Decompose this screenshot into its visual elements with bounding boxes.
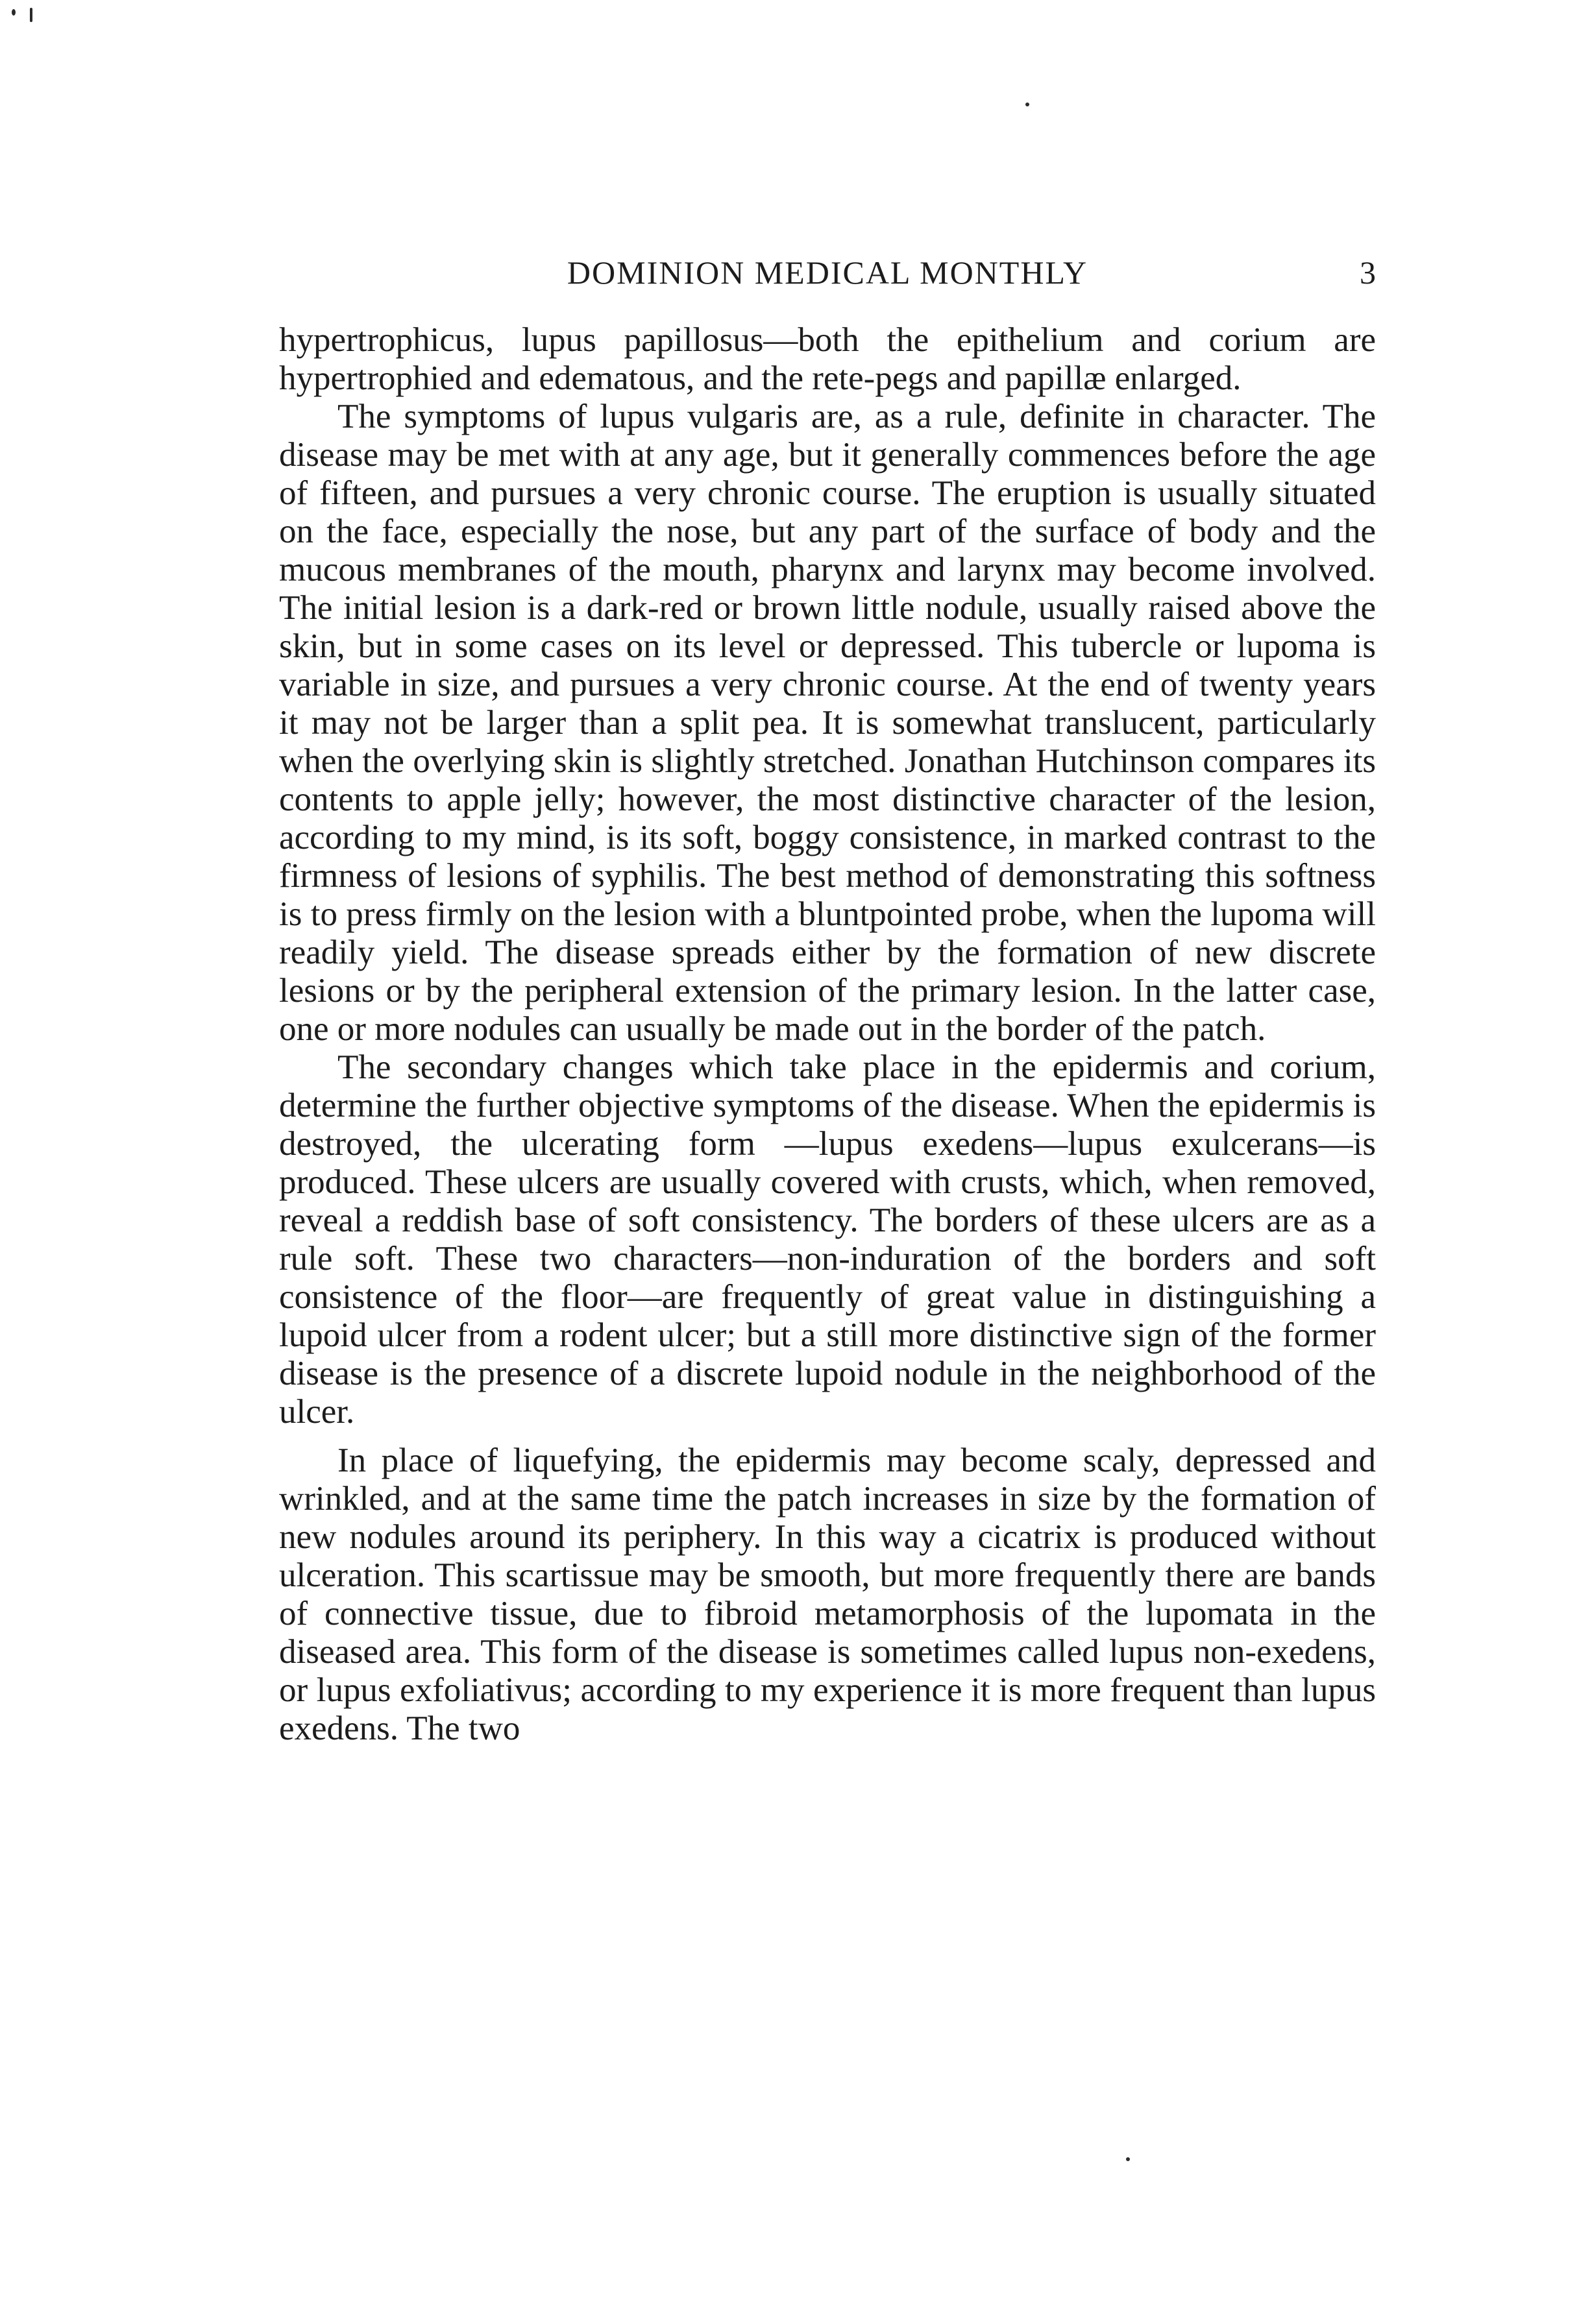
paragraph: The symptoms of lupus vulgaris are, as a rule, definite in character. The disease may be met with at any age, but it generally commences before the age of fifteen, and pursues a very chronic course. The eruption is usually situated on the face, especially the nose, but any part of the surface of body and the mucous membranes of the mouth, pharynx and larynx may become involved. The initial lesion is a dark-red or brown little nodule, usually raised above the skin, but in some cases on its level or depressed. This tubercle or lupoma is variable in size, and pursues a very chronic course. At the end of twenty years it may not be larger than a split pea. It is somewhat translucent, particularly when the overlying skin is slightly stretched. Jonathan Hutchinson compares its contents to apple jelly; however, the most distinctive character of the lesion, according to my mind, is its soft, boggy consistence, in marked contrast to the firmness of lesions of syphilis. The best method of demonstrating this softness is to press firmly on the lesion with a bluntpointed probe, when the lupoma will readily yield. The disease spreads either by the formation of new discrete lesions or by the peripheral extension of the primary lesion. In the latter case, one or more nodules can usually be made out in the border of the patch.	[279, 398, 1376, 1048]
body-text	[279, 321, 1376, 1748]
running-title: DOMINION MEDICAL MONTHLY	[567, 254, 1088, 291]
paragraph: The secondary changes which take place in the epidermis and corium, determine the further objective symptoms of the disease. When the epidermis is destroyed, the ulcerating form —lupus exedens—lupus exulcerans—is produced. These ulcers are usually covered with crusts, which, when removed, reveal a reddish base of soft consistency. The borders of these ulcers are as a rule soft. These two characters—non-induration of the borders and soft consistence of the floor—are frequently of great value in distinguishing a lupoid ulcer from a rodent ulcer; but a still more distinctive sign of the former disease is the presence of a discrete lupoid nodule in the neighborhood of the ulcer.	[279, 1048, 1376, 1431]
paragraph: hypertrophicus, lupus papillosus—both the epithelium and corium are hypertrophied and edematous, and the rete-pegs and papillæ enlarged.	[279, 321, 1376, 397]
page-number: 3	[1360, 254, 1376, 291]
scan-speck	[1126, 2157, 1130, 2161]
scan-speck	[30, 8, 32, 22]
scan-speck	[12, 9, 16, 16]
scan-speck	[1025, 103, 1029, 106]
page-header	[279, 250, 1376, 295]
paragraph: In place of liquefying, the epidermis may become scaly, depressed and wrinkled, and at the same time the patch increases in size by the formation of new nodules around its periphery. In this way a cicatrix is produced without ulceration. This scartissue may be smooth, but more frequently there are bands of connective tissue, due to fibroid metamorphosis of the lupomata in the diseased area. This form of the disease is sometimes called lupus non-exedens, or lupus exfoliativus; according to my experience it is more frequent than lupus exedens. The two	[279, 1442, 1376, 1747]
